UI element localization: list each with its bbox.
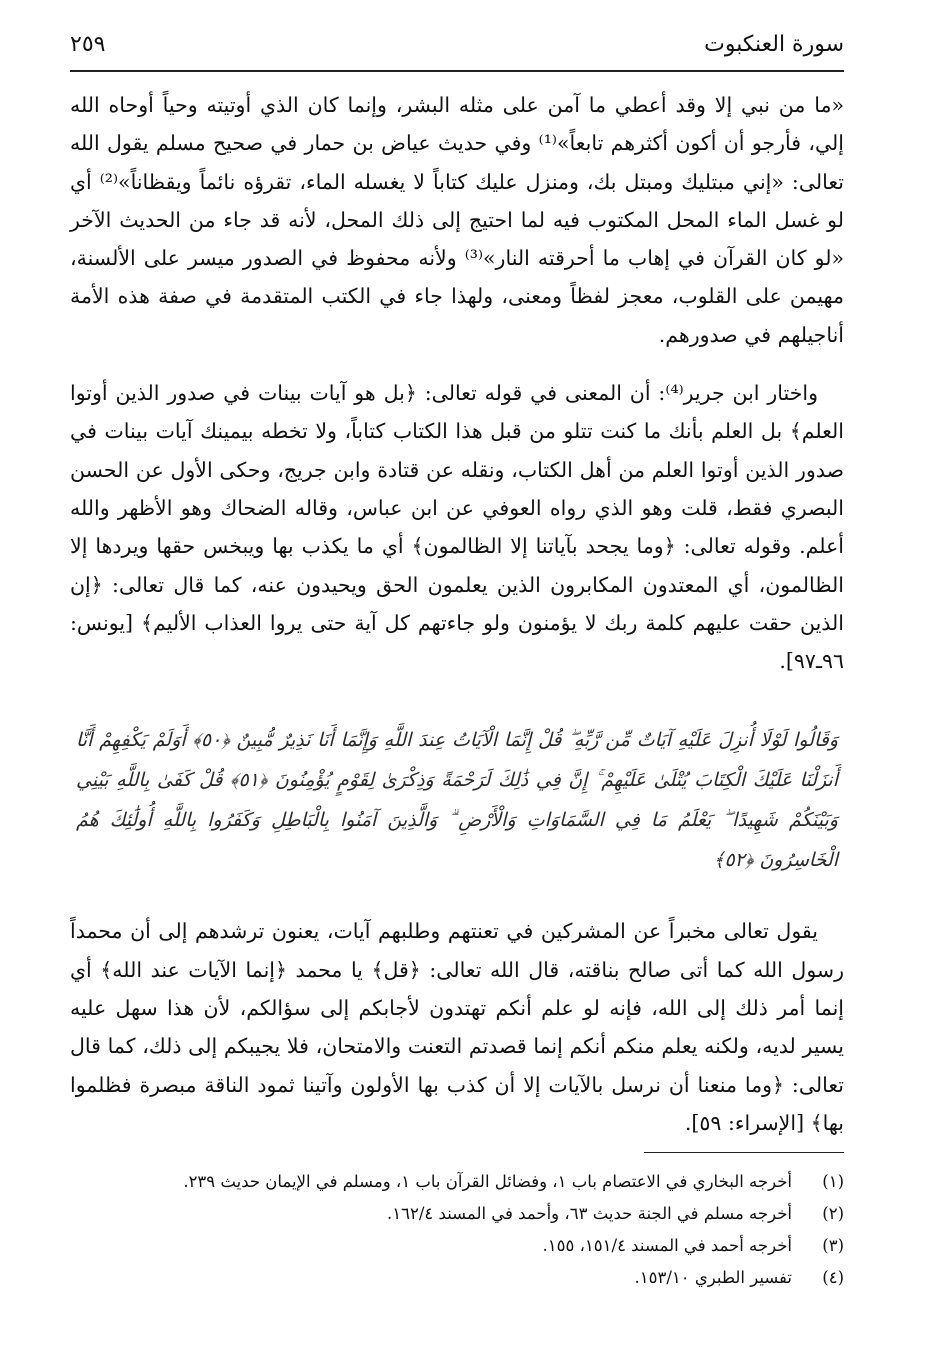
footnote-text: تفسير الطبري ١٥٣/١٠.: [634, 1268, 792, 1287]
paragraph-3: يقول تعالى مخبراً عن المشركين في تعنتهم وطلبهم آيات، يعنون ترشدهم إلى أن محمداً رسول الله كما أتى صالح بناقته، قال الله تعالى: ﴿قل﴾ يا محمد ﴿إنما الآيات عند الله﴾ أي إنما أمر ذلك إلى الله، فإنه لو علم أنكم تهتدون لأجابكم إلى سؤالكم، لأن هذا سهل عليه يسير لديه، ولكنه يعلم منكم أنكم إنما قصدتم التعنت والامتحان، فلا يجيبكم إلى ذلك، كما قال تعالى: ﴿وما منعنا أن نرسل بالآيات إلا أن كذب بها الأولون وآتينا ثمود الناقة مبصرة فظلموا بها﴾ [الإسراء: ٥٩].: [70, 919, 844, 1135]
footnote-text: أخرجه مسلم في الجنة حديث ٦٣، وأحمد في المسند ١٦٢/٤.: [387, 1204, 792, 1223]
footnote-item: [70, 1166, 844, 1198]
page-number: ٢٥٩: [70, 32, 106, 57]
footnotes: [70, 1166, 844, 1294]
footnote-number: (٢): [822, 1204, 844, 1223]
paragraph-1: «ما من نبي إلا وقد أعطي ما آمن على مثله البشر، وإنما كان الذي أوتيته وحياً أوحاه الله إلي، فأرجو أن أكون أكثرهم تابعاً»⁽¹⁾ وفي حديث عياض بن حمار في صحيح مسلم يقول الله تعالى: «إني مبتليك ومبتل بك، ومنزل عليك كتاباً لا يغسله الماء، تقرؤه نائماً ويقظاناً»⁽²⁾ أي لو غسل الماء المحل المكتوب فيه لما احتيج إلى ذلك المحل، لأنه قد جاء من الحديث الآخر «لو كان القرآن في إهاب ما أحرقته النار»⁽³⁾ ولأنه محفوظ في الصدور ميسر على الألسنة، مهيمن على القلوب، معجز لفظاً ومعنى، ولهذا جاء في الكتب المتقدمة في صفة هذه الأمة أناجيلهم في صدورهم.: [70, 93, 845, 347]
footnote-number: (٤): [822, 1268, 844, 1287]
footnote-item: [70, 1198, 844, 1230]
footnote-item: [70, 1262, 844, 1294]
footnote-number: (١): [822, 1172, 844, 1191]
footnote-text: أخرجه أحمد في المسند ١٥١/٤، ١٥٥.: [542, 1236, 792, 1255]
quran-verses-block: وَقَالُوا لَوْلَا أُنزِلَ عَلَيْهِ آيَاتٌ مِّن رَّبِّهِ ۖ قُلْ إِنَّمَا الْآيَاتُ عِندَ اللَّهِ وَإِنَّمَا أَنَا نَذِيرٌ مُّبِينٌ ﴿٥٠﴾ أَوَلَمْ يَكْفِهِمْ أَنَّا أَنزَلْنَا عَلَيْكَ الْكِتَابَ يُتْلَىٰ عَلَيْهِمْ ۚ إِنَّ فِي ذَٰلِكَ لَرَحْمَةً وَذِكْرَىٰ لِقَوْمٍ يُؤْمِنُونَ ﴿٥١﴾ قُلْ كَفَىٰ بِاللَّهِ بَيْنِي وَبَيْنَكُمْ شَهِيدًا ۖ يَعْلَمُ مَا فِي السَّمَاوَاتِ وَالْأَرْضِ ۗ وَالَّذِينَ آمَنُوا بِالْبَاطِلِ وَكَفَرُوا بِاللَّهِ أُولَٰئِكَ هُمُ الْخَاسِرُونَ ﴿٥٢﴾: [76, 729, 838, 872]
page-body: [70, 86, 844, 1142]
footnote-divider: [644, 1152, 844, 1153]
footnote-number: (٣): [822, 1236, 844, 1255]
footnote-text: أخرجه البخاري في الاعتصام باب ١، وفضائل القرآن باب ١، ومسلم في الإيمان حديث ٢٣٩.: [183, 1172, 792, 1191]
footnote-item: [70, 1230, 844, 1262]
page-header: [70, 30, 844, 72]
paragraph-2: واختار ابن جرير⁽⁴⁾: أن المعنى في قوله تعالى: ﴿بل هو آيات بينات في صدور الذين أوتوا العلم﴾ بل العلم بأنك ما كنت تتلو من قبل هذا الكتاب كتاباً، ولا تخطه بيمينك آيات بينات في صدور الذين أوتوا العلم من أهل الكتاب، ونقله عن قتادة وابن جريج، وحكى الأول عن الحسن البصري فقط، قلت وهو الذي رواه العوفي عن ابن عباس، وقاله الضحاك وهو الأظهر والله أعلم. وقوله تعالى: ﴿وما يجحد بآياتنا إلا الظالمون﴾ أي ما يكذب بها ويبخس حقها ويردها إلا الظالمون، أي المعتدون المكابرون الذين يعلمون الحق ويحيدون عنه، كما قال تعالى: ﴿إن الذين حقت عليهم كلمة ربك لا يؤمنون ولو جاءتهم كل آية حتى يروا العذاب الأليم﴾ [يونس: ٩٦ـ٩٧].: [70, 381, 844, 674]
surah-title: سورة العنكبوت: [704, 32, 844, 57]
